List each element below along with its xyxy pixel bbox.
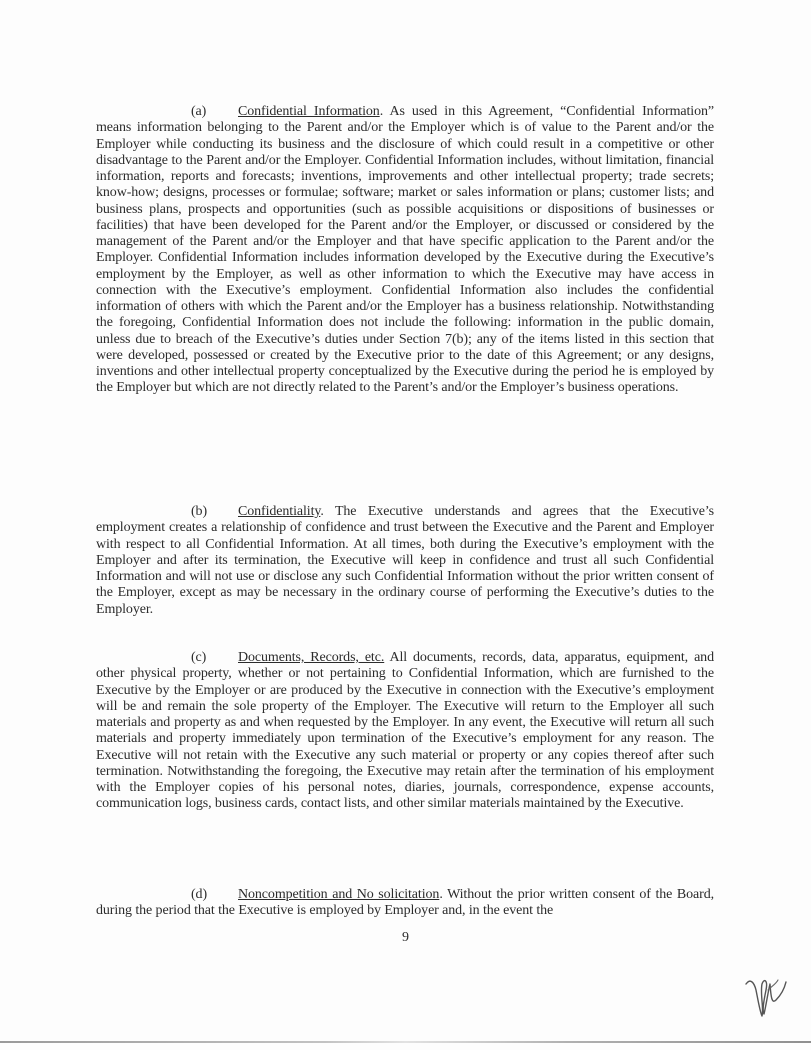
paragraph-heading: Confidentiality	[238, 504, 321, 519]
paragraph-label: (c)	[191, 650, 207, 665]
paragraph-label: (b)	[191, 504, 208, 519]
heading-suffix: .	[379, 104, 384, 119]
paragraph-documents-records	[96, 650, 714, 813]
paragraph-body: As used in this Agreement, “Confidential Information” means information belonging to the Parent and/or the Employer which is of value to the Parent and/or the Employer while conducting its business and the disclosure of which could result in a competitive or other disadvantage to the Parent and/or the Employer. Confidential Information includes, without limitation, financial information, reports and forecasts; inventions, improvements and other intellectual property; trade secrets; know-how; designs, processes or formulae; software; market or sales information or plans; customer lists; and business plans, prospects and opportunities (such as possible acquisitions or dispositions of businesses or facilities) that have been developed for the Parent and/or the Employer, or discussed or considered by the management of the Parent and/or the Employer and that have specific application to the Parent and/or the Employer. Confidential Information includes information developed by the Executive during the Executive’s employment by the Employer, as well as other information to which the Executive may have access in connection with the Executive’s employment. Confidential Information also includes the confidential information of others with which the Parent and/or the Employer has a business relationship. Notwithstanding the foregoing, Confidential Information does not include the following: information in the public domain, unless due to breach of the Executive’s duties under Section 7(b); any of the items listed in this section that were developed, possessed or created by the Executive prior to the date of this Agreement; or any designs, inventions and other intellectual property conceptualized by the Executive during the period he is employed by the Employer but which are not directly related to the Parent’s and/or the Employer’s business operations.	[96, 104, 714, 396]
paragraph-confidentiality	[96, 504, 714, 618]
paragraph-label: (a)	[191, 104, 207, 119]
heading-suffix: .	[439, 887, 443, 902]
paragraph-heading: Noncompetition and No solicitation	[238, 887, 440, 902]
paragraph-label: (d)	[191, 887, 208, 902]
handwritten-initials-icon	[742, 970, 790, 1022]
paragraph-heading: Confidential Information	[238, 104, 380, 119]
paragraph-body: Without the prior written consent of the Board, during the period that the Executive is employed by Employer and, in the event the	[96, 887, 715, 919]
paragraph-confidential-information	[96, 104, 714, 397]
paragraph-heading: Documents, Records, etc.	[238, 650, 385, 665]
paragraph-body: All documents, records, data, apparatus, equipment, and other physical property, whether or not pertaining to Confidential Information, which are furnished to the Executive by the Employer or are produced by the Executive in connection with the Executive’s employment will be and remain the sole property of the Employer. The Executive will return to the Employer all such materials and property as and when requested by the Employer. In any event, the Executive will return all such materials and property immediately upon termination of the Executive’s employment for any reason. The Executive will not retain with the Executive any such material or property or any copies thereof after such termination. Notwithstanding the foregoing, the Executive may retain after the termination of his employment with the Employer copies of his personal notes, diaries, journals, correspondence, expense accounts, communication logs, business cards, contact lists, and other similar materials maintained by the Executive.	[96, 650, 714, 812]
page-number: 9	[402, 930, 409, 945]
heading-suffix: .	[320, 504, 324, 519]
paragraph-body: The Executive understands and agrees that the Executive’s employment creates a relationship of confidence and trust between the Executive and the Parent and Employer with respect to all Confidential Information. At all times, both during the Executive’s employment with the Employer and after its termination, the Executive will keep in confidence and trust all such Confidential Information and will not use or disclose any such Confidential Information without the prior written consent of the Employer, except as may be necessary in the ordinary course of performing the Executive’s duties to the Employer.	[96, 504, 714, 617]
paragraph-noncompetition	[96, 887, 714, 920]
page-bottom-rule	[0, 1041, 811, 1043]
